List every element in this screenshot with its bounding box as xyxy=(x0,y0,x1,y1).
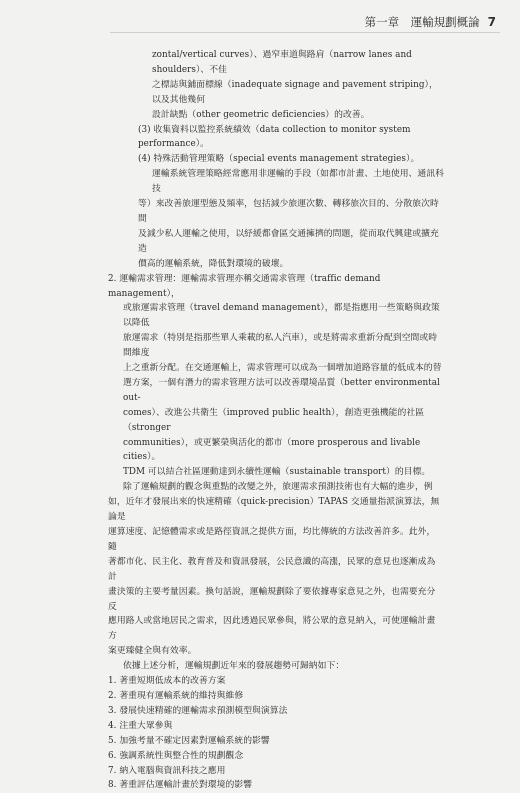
running-header xyxy=(365,14,496,30)
text-line: 或旅運需求管理（travel demand management），都是指應用一些策略與政策以降低 xyxy=(123,303,440,329)
text-line: 價高的運輸系統，降低對環境的破壞。 xyxy=(138,258,289,269)
trend-list xyxy=(108,674,444,793)
page-body xyxy=(108,48,444,793)
page-number: 7 xyxy=(487,15,496,29)
text-line: 除了運輸規劃的觀念與重點的改變之外，旅運需求預測技術也有大幅的進步，例 xyxy=(123,482,433,493)
text-line: 如，近年才發展出來的快速精確（quick-precision）TAPAS 交通量指派演算法，無論是 xyxy=(108,497,440,523)
text-line: 運輸系統管理策略經常應用非運輸的手段（如都市計畫、土地使用、通訊科技 xyxy=(152,169,444,195)
list-item: 8. 著重評估運輸計畫於對環境的影響 xyxy=(108,780,253,791)
text-line: (3) 收集資料以監控系統績效（data collection to monitor system performance）。 xyxy=(138,124,411,150)
text-line: 上之重新分配。在交通運輸上，需求管理可以成為一個增加道路容量的低成本的替 xyxy=(123,363,442,374)
text-line: 及減少私人運輸之使用，以紓緩都會區交通擁擠的問題，從而取代興建或擴充造 xyxy=(138,228,439,254)
list-item: 2. 著重現有運輸系統的維持與維修 xyxy=(108,690,244,701)
header-rule xyxy=(110,32,500,33)
text-line: (4) 特殊活動管理策略（special events management strategies）。 xyxy=(138,154,420,165)
text-line: 運算速度、記憶體需求或是路徑資訊之提供方面，均比傳統的方法改善許多。此外，隨 xyxy=(108,527,436,552)
text-line: 等）來改善旅運型態及頻率，包括減少旅運次數、轉移旅次目的、分散旅次時間 xyxy=(138,199,439,224)
list-item: 5. 加強考量不確定因素對運輸系統的影響 xyxy=(108,735,270,746)
text-line: 著都市化、民主化、教育普及和資訊發展，公民意識的高漲，民眾的意見也逐漸成為計 xyxy=(108,556,436,582)
text-line: 案更臻健全與有效率。 xyxy=(108,646,197,657)
text-line: 2. 運輸需求管理：運輸需求管理亦稱交通需求管理（traffic demand management）， xyxy=(108,273,381,299)
text-line: 畫決策的主要考量因素。換句話說，運輸規劃除了要依據專家意見之外，也需要充分反 xyxy=(108,586,436,612)
text-line: 應用路人或當地居民之需求，因此透過民眾參與，將公眾的意見納入，可使運輸計畫方 xyxy=(108,616,436,642)
list-item: 1. 著重短期低成本的改善方案 xyxy=(108,676,226,687)
list-item: 7. 納入電腦與資訊科技之應用 xyxy=(108,765,226,776)
text-line: 之標誌與鋪面標線（inadequate signage and pavement striping），以及其他幾何 xyxy=(152,79,438,105)
text-line: 設計缺點（other geometric deficiencies）的改善。 xyxy=(152,109,370,120)
chapter-title: 第一章 運輸規劃概論 xyxy=(364,15,480,29)
list-item: 3. 發展快速精確的運輸需求預測模型與演算法 xyxy=(108,705,288,716)
text-line: communities），或更繁榮與活化的都市（more prosperous and livable cities）。 xyxy=(123,437,421,463)
text-line: TDM 可以結合社區運動達到永續性運輸（sustainable transport）的目標。 xyxy=(123,467,431,478)
text-line: 選方案，一個有潛力的需求管理方法可以改善環境品質（better environmental out- xyxy=(123,377,440,403)
list-item: 6. 強調系統性與整合性的規劃觀念 xyxy=(108,750,244,761)
text-line: 依據上述分析，運輸規劃近年來的發展趨勢可歸納如下： xyxy=(123,661,345,672)
text-line: 旅運需求（特別是指那些單人乘載的私人汽車），或是將需求重新分配到空間或時間維度 xyxy=(123,333,438,359)
text-line: zontal/vertical curves）、過窄車道與路肩（narrow lanes and shoulders）、不佳 xyxy=(152,50,412,75)
text-line: comes）、改進公共衛生（improved public health），創造更強機能的社區（stronger xyxy=(123,407,425,433)
list-item: 4. 注重大眾參與 xyxy=(108,720,173,731)
